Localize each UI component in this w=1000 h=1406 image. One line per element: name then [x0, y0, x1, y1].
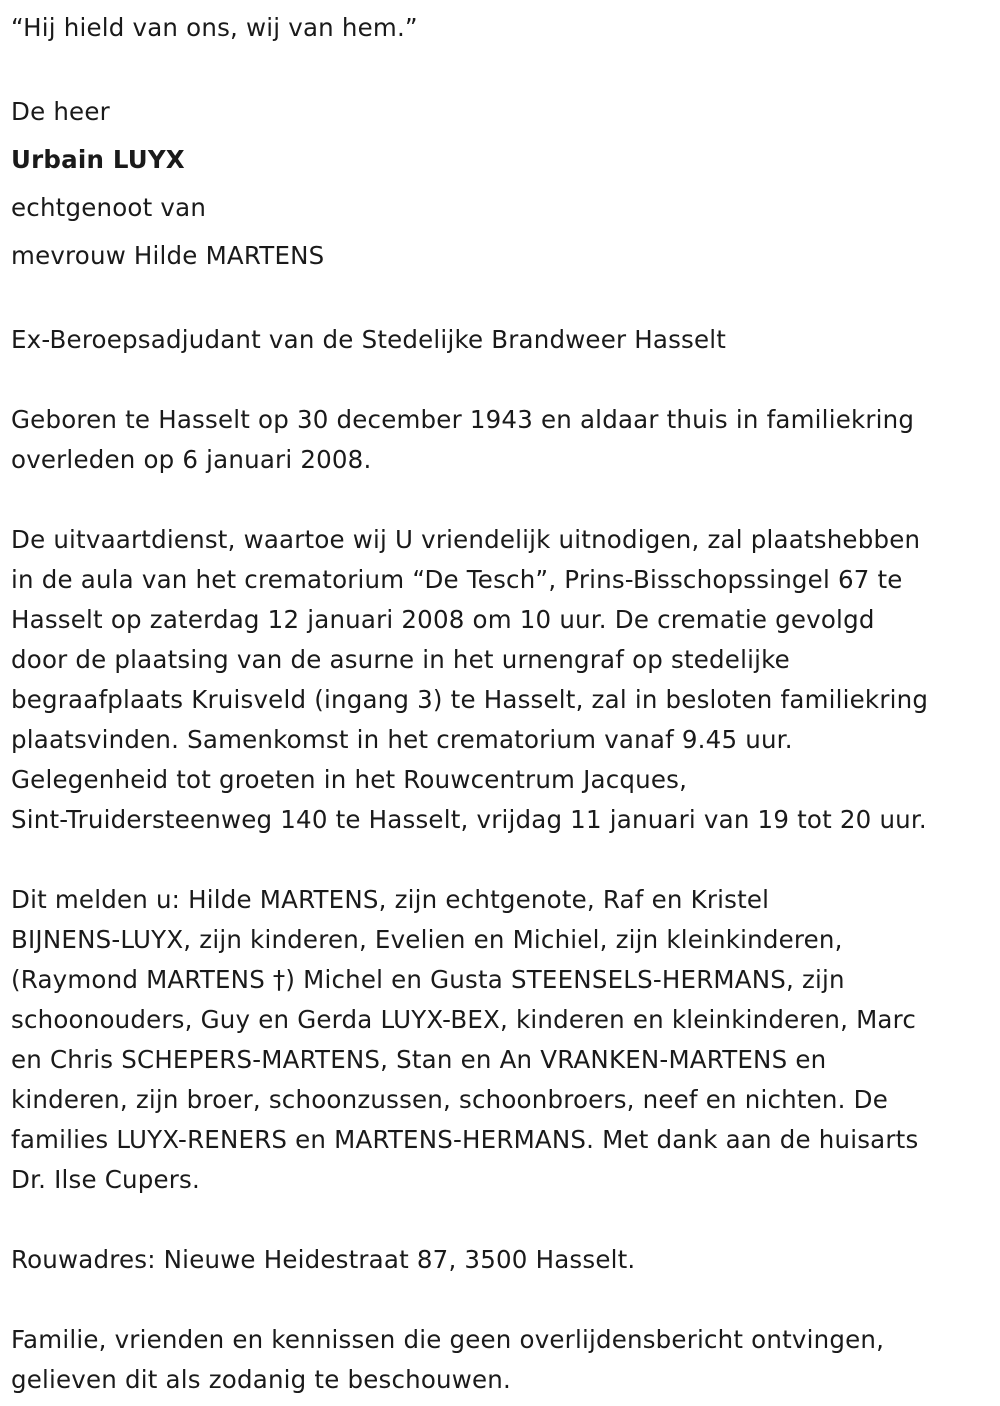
address-line: Rouwadres: Nieuwe Heidestraat 87, 3500 Hasselt. [11, 1245, 636, 1274]
birth-death-paragraph: Geboren te Hasselt op 30 december 1943 en aldaar thuis in familiekring overleden op 6 januari 2008. [11, 405, 915, 474]
obituary-document [11, 8, 991, 1400]
occupation-line: Ex-Beroepsadjudant van de Stedelijke Brandweer Hasselt [11, 325, 727, 354]
spouse-name: mevrouw Hilde MARTENS [11, 241, 325, 270]
opening-quote: “Hij hield van ons, wij van hem.” [11, 13, 418, 42]
spouse-relation: echtgenoot van [11, 193, 207, 222]
funeral-paragraph: De uitvaartdienst, waartoe wij U vriendelijk uitnodigen, zal plaatshebben in de aula van het crematorium “De Tesch”, Prins-Bisschopssingel 67 te Hasselt op zaterdag 12 januari 2008 om 10 uur. De crematie gevolgd door de plaatsing van de asurne in het urnengraf op stedelijke begraafplaats Kruisveld (ingang 3) te Hasselt, zal in besloten familiekring plaatsvinden. Samenkomst in het crematorium vanaf 9.45 uur. Gelegenheid tot groeten in het Rouwcentrum Jacques, Sint-Truidersteenweg 140 te Hasselt, vrijdag 11 januari van 19 tot 20 uur. [11, 525, 929, 834]
announcement-paragraph: Dit melden u: Hilde MARTENS, zijn echtgenote, Raf en Kristel BIJNENS-LUYX, zijn kinderen, Evelien en Michiel, zijn kleinkinderen, (Raymond MARTENS †) Michel en Gusta STEENSELS-HERMANS, zijn schoonouders, Guy en Gerda LUYX-BEX, kinderen en kleinkinderen, Marc en Chris SCHEPERS-MARTENS, Stan en An VRANKEN-MARTENS en kinderen, zijn broer, schoonzussen, schoonbroers, neef en nichten. De families LUYX-RENERS en MARTENS-HERMANS. Met dank aan de huisarts Dr. Ilse Cupers. [11, 885, 919, 1194]
title-prefix: De heer [11, 97, 110, 126]
deceased-block [11, 88, 991, 280]
closing-paragraph: Familie, vrienden en kennissen die geen overlijdensbericht ontvingen, gelieven dit als zodanig te beschouwen. [11, 1325, 885, 1394]
deceased-name: Urbain LUYX [11, 145, 185, 174]
